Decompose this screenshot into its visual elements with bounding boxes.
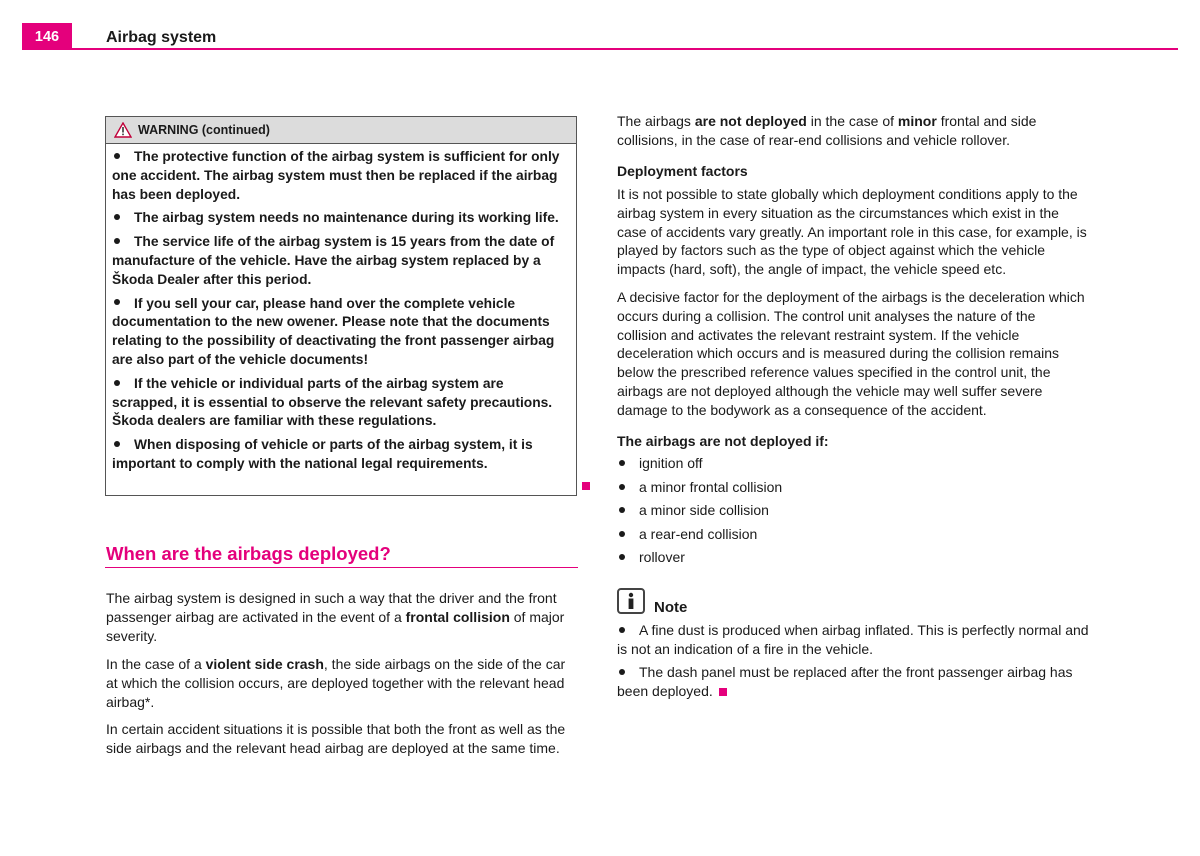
page-number: 146 [22,23,72,50]
list-item [617,454,703,473]
paragraph [106,589,578,645]
bullet-icon [617,621,639,640]
bullet-icon [112,436,134,455]
paragraph: A decisive factor for the deployment of the airbags is the deceleration which occurs during a collision. The control unit analyses the nature of the collision and activates the relevant restraint system. If the vehicle deceleration which occurs and is measured during the collision remains below the prescribed reference values specified in the control unit, the airbags are not deployed although the vehicle may well suffer severe damage to the bodywork as a consequence of the accident. [617,289,1085,418]
warning-item [112,233,570,289]
text-run: in the case of [806,113,898,129]
bold-text: minor [897,113,937,129]
not-deployed-heading: The airbags are not deployed if: [617,433,829,449]
info-note-icon [617,588,645,614]
bullet-icon [112,209,134,228]
paragraph [106,655,578,711]
warning-box [105,116,577,496]
bullet-icon [617,548,639,567]
warning-item-text: If the vehicle or individual parts of the airbag system are scrapped, it is essential to observe the relevant safety precautions. Škoda dealers are familiar with these regulations. [112,375,553,429]
warning-item-text: The airbag system needs no maintenance during its working life. [134,210,559,226]
list-item-text: rollover [639,549,685,565]
bold-text: violent side crash [205,656,324,672]
end-of-section-square [719,688,727,696]
list-item-text: ignition off [639,455,703,471]
warning-item [112,148,570,204]
bullet-icon [112,375,134,394]
bold-text: are not deployed [694,113,807,129]
text-run: In the case of a [106,656,206,672]
list-item [617,501,769,520]
paragraph [617,112,1089,150]
warning-item [112,209,570,228]
text-run: The airbag system is designed in such a way that the driver and the front passenger airbag are activated in the event of a [106,590,557,625]
list-item [617,525,757,544]
bullet-icon [112,295,134,314]
note-item-text: A fine dust is produced when airbag inflated. This is perfectly normal and is not an indication of a fire in the vehicle. [617,622,1089,657]
paragraph: In certain accident situations it is possible that both the front as well as the side airbags and the relevant head airbag are deployed at the same time. [106,721,566,756]
paragraph: It is not possible to state globally which deployment conditions apply to the airbag system in every situation as the circumstances which exist in the case of accidents vary greatly. An important role in this case, for example, is played by factors such as the type of object against which the vehicle impacts (hard, soft), the angle of impact, the vehicle speed etc. [617,186,1087,278]
end-of-section-square [582,482,590,490]
warning-item-text: If you sell your car, please hand over the complete vehicle documentation to the new owener. Please note that the documents relating to the possibility of deactivating the front passenger airbag are also part of the vehicle documents! [112,295,555,367]
deployment-factors-heading: Deployment factors [617,163,748,179]
bullet-icon [617,454,639,473]
warning-triangle-icon [114,122,132,138]
warning-item-text: When disposing of vehicle or parts of the airbag system, it is important to comply with the national legal requirements. [112,437,533,471]
note-title: Note [654,599,688,616]
header-rule [22,48,1178,50]
section-title: Airbag system [106,29,217,46]
note-item [617,663,1089,701]
note-item-text: The dash panel must be replaced after the front passenger airbag has been deployed. [617,664,1073,699]
subheading-rule [105,567,578,568]
warning-item [112,375,570,431]
list-item-text: a rear-end collision [639,526,758,542]
warning-item [112,436,570,474]
warning-title: WARNING (continued) [138,123,270,137]
bullet-icon [617,663,639,682]
text-run: The airbags [617,113,695,129]
bullet-icon [617,478,639,497]
bullet-icon [112,148,134,167]
list-item-text: a minor side collision [639,502,769,518]
note-item [617,621,1089,659]
text-run: frontal and side collisions, in the case of rear-end collisions and vehicle rollover. [617,113,1037,148]
warning-item-text: The service life of the airbag system is 15 years from the date of manufacture of the vehicle. Have the airbag system replaced by a Škoda Dealer after this period. [112,234,555,287]
warning-item-text: The protective function of the airbag system is sufficient for only one accident. The airbag system must then be replaced if the airbag has been deployed. [112,149,560,202]
warning-body [106,144,576,474]
list-item-text: a minor frontal collision [639,479,783,495]
warning-header [106,117,576,144]
bullet-icon [617,525,639,544]
bullet-icon [617,501,639,520]
bullet-icon [112,233,134,252]
list-item [617,478,782,497]
bold-text: frontal collision [405,608,510,625]
text-run: , the side airbags on the side of the car at which the collision occurs, are deployed together with the relevant head airbag*. [106,656,566,710]
list-item [617,548,685,567]
subheading: When are the airbags deployed? [106,543,391,564]
warning-item [112,295,570,370]
text-run: of major severity. [106,608,565,644]
